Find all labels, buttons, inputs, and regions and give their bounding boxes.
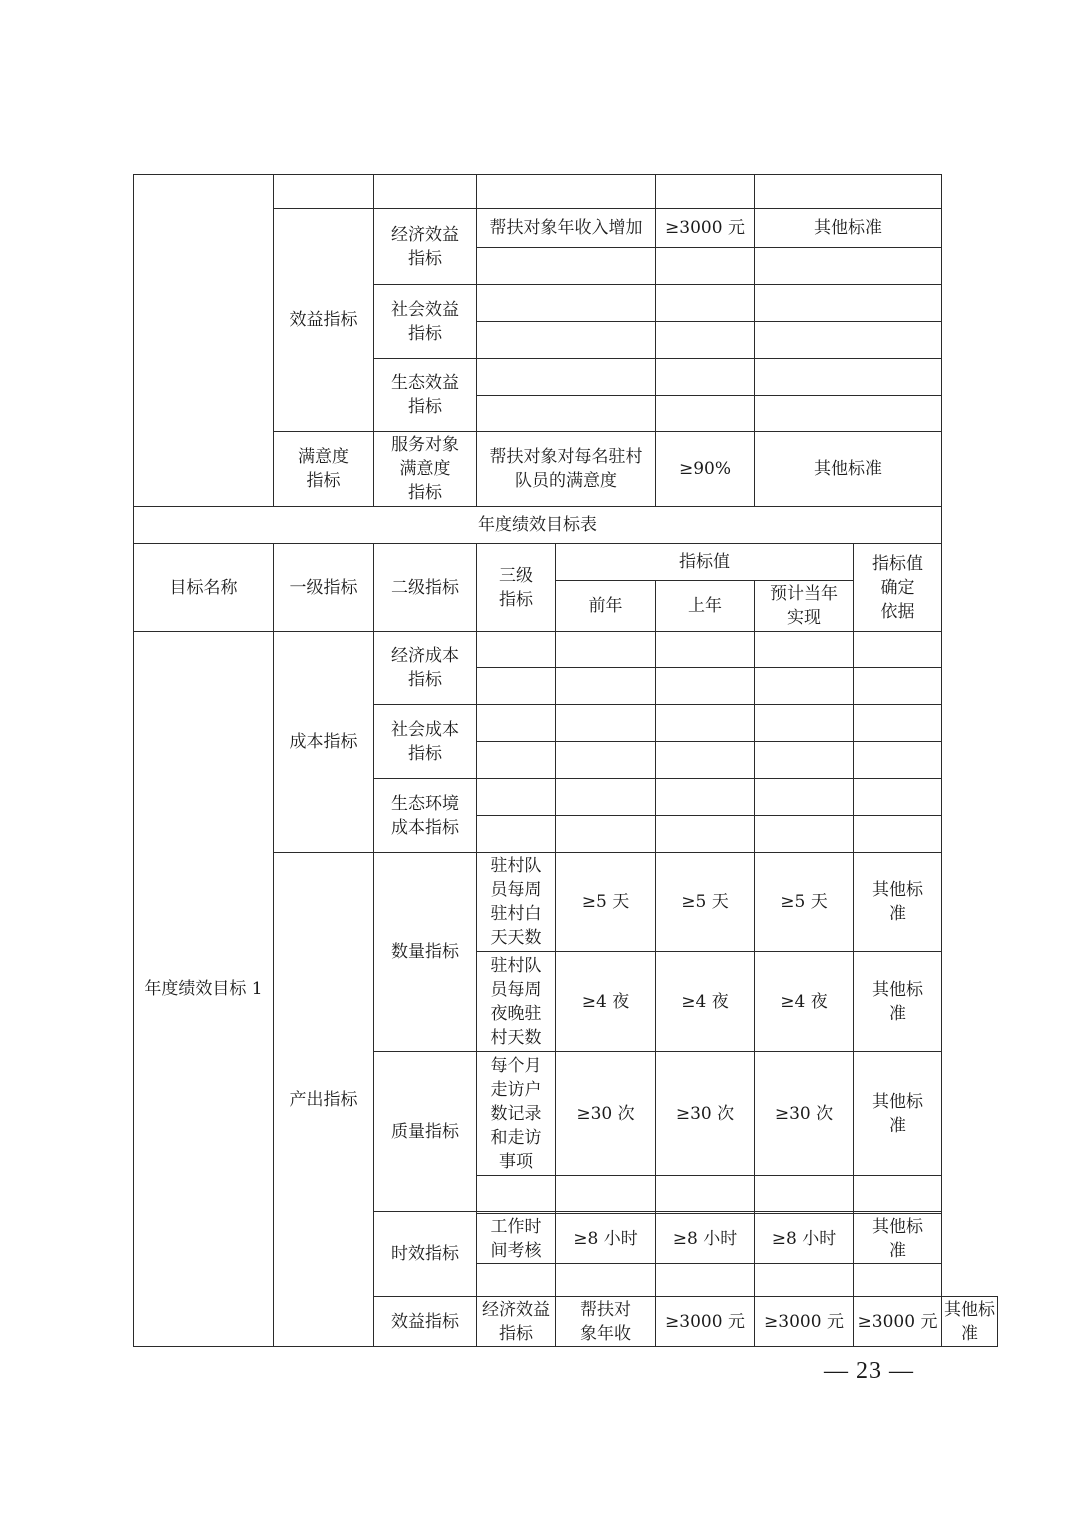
table-cell	[755, 632, 854, 668]
header-level1: 一级指标	[274, 544, 374, 632]
table-cell	[656, 248, 755, 285]
table-cell	[477, 705, 556, 742]
quality-prev: ≥30 次	[556, 1052, 656, 1176]
quantity-day-basis: 其他标 准	[854, 853, 942, 952]
header-level3: 三级 指标	[477, 544, 556, 632]
table-cell	[755, 175, 942, 209]
table-cell	[656, 816, 755, 853]
table-cell	[556, 1264, 656, 1297]
table-cell	[656, 632, 755, 668]
quantity-night-basis: 其他标 准	[854, 952, 942, 1052]
table-cell	[656, 359, 755, 396]
header-basis: 指标值 确定 依据	[854, 544, 942, 632]
table-cell	[477, 1264, 556, 1297]
table-cell	[374, 175, 477, 209]
table-cell	[656, 285, 755, 322]
table-cell	[477, 396, 656, 432]
annual-performance-table	[133, 506, 998, 1347]
economic-benefit-item: 帮扶对象年收入增加	[477, 209, 656, 248]
quantity-night-expected: ≥4 夜	[755, 952, 854, 1052]
timeliness-label: 时效指标	[374, 1212, 477, 1297]
quality-item: 每个月 走访户 数记录 和走访 事项	[477, 1052, 556, 1176]
time-last: ≥8 小时	[656, 1214, 755, 1264]
table-cell	[656, 1176, 755, 1212]
table-cell	[755, 668, 854, 705]
table-cell	[477, 816, 556, 853]
table-cell	[755, 359, 942, 396]
quantity-label: 数量指标	[374, 853, 477, 1052]
header-expected: 预计当年 实现	[755, 581, 854, 632]
table-cell	[656, 175, 755, 209]
table-cell	[477, 359, 656, 396]
quality-expected: ≥30 次	[755, 1052, 854, 1176]
table-cell	[556, 816, 656, 853]
table-cell	[755, 248, 942, 285]
table-cell	[556, 668, 656, 705]
table-cell	[854, 705, 942, 742]
table-cell	[477, 1176, 556, 1212]
table-cell	[556, 779, 656, 816]
header-indicator-value: 指标值	[556, 544, 854, 581]
quantity-day-last: ≥5 天	[656, 853, 755, 952]
quantity-day-expected: ≥5 天	[755, 853, 854, 952]
table-cell	[477, 175, 656, 209]
time-expected: ≥8 小时	[755, 1214, 854, 1264]
table-cell	[755, 1176, 854, 1212]
economic-benefit-value: ≥3000 元	[656, 209, 755, 248]
table-cell	[755, 705, 854, 742]
table-cell	[556, 632, 656, 668]
economic-benefit-label: 经济效益 指标	[374, 209, 477, 285]
table-cell	[755, 742, 854, 779]
table-cell	[656, 705, 755, 742]
header-level2: 二级指标	[374, 544, 477, 632]
benefit-indicator-group: 效益指标	[374, 1297, 477, 1347]
table-cell	[656, 668, 755, 705]
quality-label: 质量指标	[374, 1052, 477, 1212]
table-cell	[656, 1264, 755, 1297]
table-cell	[755, 816, 854, 853]
annual-goal-name: 年度绩效目标 1	[134, 632, 274, 1347]
quantity-night-last: ≥4 夜	[656, 952, 755, 1052]
ecological-benefit-label: 生态效益 指标	[374, 359, 477, 432]
table-cell	[755, 1264, 854, 1297]
quality-basis: 其他标 准	[854, 1052, 942, 1176]
table-cell	[755, 396, 942, 432]
eco-cost-label: 生态环境 成本指标	[374, 779, 477, 853]
page-number: — 23 —	[824, 1358, 914, 1384]
table-cell	[477, 322, 656, 359]
satisfaction-value: ≥90%	[656, 432, 755, 507]
economic-benefit-label: 经济效益 指标	[477, 1297, 556, 1347]
quality-last: ≥30 次	[656, 1052, 755, 1176]
quantity-item-night: 驻村队 员每周 夜晚驻 村天数	[477, 952, 556, 1052]
satisfaction-indicator-group: 满意度 指标	[274, 432, 374, 507]
table-cell	[755, 285, 942, 322]
time-item: 工作时 间考核	[477, 1214, 556, 1264]
upper-indicator-table	[133, 174, 942, 507]
economic-benefit-last: ≥3000 元	[755, 1297, 854, 1347]
table-cell	[755, 322, 942, 359]
annual-table-title: 年度绩效目标表	[134, 507, 942, 544]
satisfaction-label: 服务对象 满意度 指标	[374, 432, 477, 507]
table-cell	[854, 632, 942, 668]
table-cell	[755, 779, 854, 816]
table-cell	[477, 668, 556, 705]
table-cell	[656, 396, 755, 432]
economic-benefit-basis: 其他标准	[755, 209, 942, 248]
social-benefit-label: 社会效益 指标	[374, 285, 477, 359]
benefit-indicator-group: 效益指标	[274, 209, 374, 432]
economic-cost-label: 经济成本 指标	[374, 632, 477, 705]
economic-benefit-basis: 其他标 准	[942, 1297, 998, 1347]
table-cell	[656, 779, 755, 816]
satisfaction-basis: 其他标准	[755, 432, 942, 507]
table-cell	[854, 1176, 942, 1212]
output-indicator-group: 产出指标	[274, 853, 374, 1347]
header-goal-name: 目标名称	[134, 544, 274, 632]
table-cell	[556, 705, 656, 742]
table-cell	[656, 322, 755, 359]
satisfaction-item: 帮扶对象对每名驻村 队员的满意度	[477, 432, 656, 507]
time-prev: ≥8 小时	[556, 1214, 656, 1264]
table-cell	[656, 742, 755, 779]
time-basis: 其他标 准	[854, 1214, 942, 1264]
table-cell	[477, 285, 656, 322]
social-cost-label: 社会成本 指标	[374, 705, 477, 779]
quantity-item-day: 驻村队 员每周 驻村白 天天数	[477, 853, 556, 952]
economic-benefit-item: 帮扶对 象年收	[556, 1297, 656, 1347]
table-cell	[477, 742, 556, 779]
economic-benefit-expected: ≥3000 元	[854, 1297, 942, 1347]
header-last-year: 上年	[656, 581, 755, 632]
quantity-day-prev: ≥5 天	[556, 853, 656, 952]
table-cell	[556, 1176, 656, 1212]
table-cell	[854, 816, 942, 853]
quantity-night-prev: ≥4 夜	[556, 952, 656, 1052]
header-prev-year: 前年	[556, 581, 656, 632]
table-cell	[556, 742, 656, 779]
cost-indicator-group: 成本指标	[274, 632, 374, 853]
table-cell	[854, 742, 942, 779]
table-cell	[274, 175, 374, 209]
table-cell	[477, 779, 556, 816]
economic-benefit-prev: ≥3000 元	[656, 1297, 755, 1347]
table-cell	[854, 1264, 942, 1297]
goal-name-cell	[134, 175, 274, 507]
table-cell	[477, 248, 656, 285]
table-cell	[854, 779, 942, 816]
table-cell	[854, 668, 942, 705]
table-cell	[477, 632, 556, 668]
